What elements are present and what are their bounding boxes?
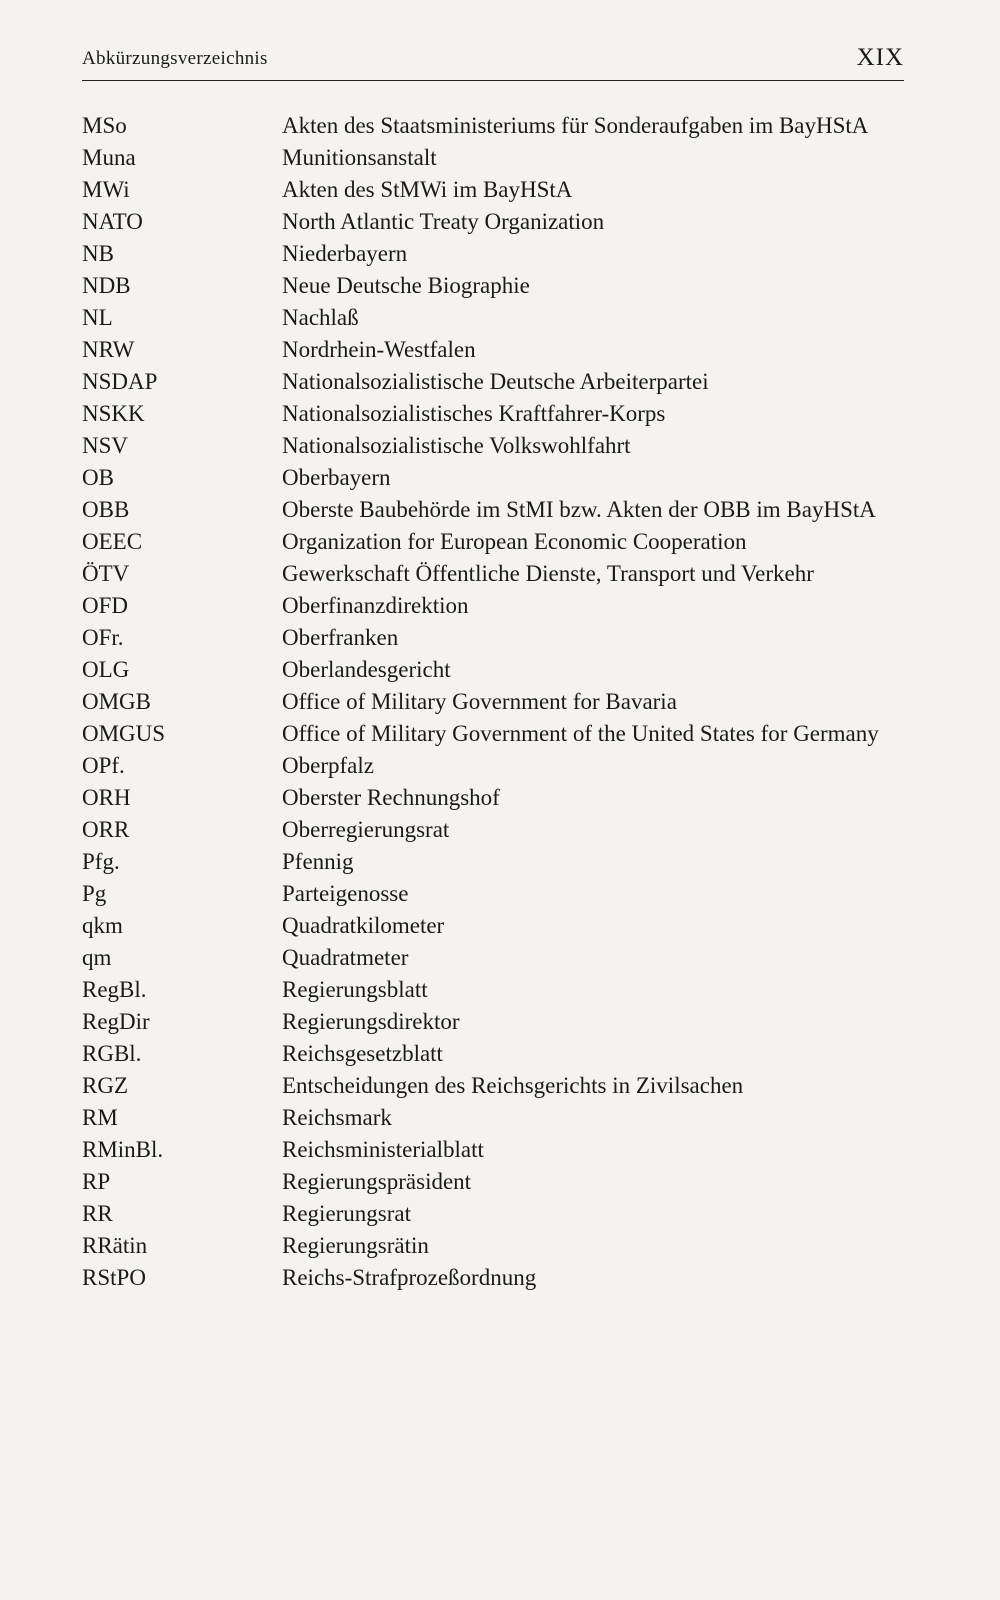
abbreviation-term: NB [82,241,114,266]
abbreviation-entry [82,814,904,846]
abbreviation-expansion: Neue Deutsche Biographie [282,273,530,298]
abbreviation-entry [82,910,904,942]
abbreviation-expansion: Oberste Baubehörde im StMI bzw. Akten der OBB im BayHStA [282,497,876,522]
abbreviation-expansion: Regierungspräsident [282,1169,472,1194]
abbreviation-expansion: Regierungsrätin [282,1233,429,1258]
abbreviation-entry [82,942,904,974]
abbreviation-term: OBB [82,497,130,522]
abbreviation-expansion: Oberbayern [282,465,391,490]
abbreviation-entry [82,878,904,910]
abbreviation-entry [82,1262,904,1294]
page-number: XIX [856,44,904,71]
abbreviation-expansion: Oberregierungsrat [282,817,450,842]
abbreviation-term: MWi [82,177,130,202]
abbreviation-expansion: North Atlantic Treaty Organization [282,209,605,234]
abbreviation-term: OEEC [82,529,143,554]
abbreviation-expansion: Oberpfalz [282,753,374,778]
abbreviation-term: OFr. [82,625,124,650]
abbreviation-entry [82,366,904,398]
abbreviation-term: ORH [82,785,131,810]
abbreviation-entry [82,1102,904,1134]
abbreviation-expansion: Parteigenosse [282,881,409,906]
abbreviation-term: NATO [82,209,143,234]
abbreviation-expansion: Regierungsrat [282,1201,412,1226]
abbreviation-entry [82,718,904,750]
abbreviation-term: NDB [82,273,131,298]
abbreviation-term: NRW [82,337,135,362]
abbreviation-expansion: Gewerkschaft Öffentliche Dienste, Transport und Verkehr [282,561,814,586]
abbreviation-entry [82,174,904,206]
abbreviation-term: qm [82,945,112,970]
abbreviation-entry [82,238,904,270]
abbreviation-entry [82,750,904,782]
abbreviation-expansion: Niederbayern [282,241,408,266]
abbreviation-entry [82,590,904,622]
abbreviation-term: Pg [82,881,107,906]
abbreviation-term: OLG [82,657,130,682]
abbreviation-entry [82,494,904,526]
abbreviation-term: NSDAP [82,369,158,394]
abbreviation-term: RM [82,1105,118,1130]
abbreviation-term: RRätin [82,1233,148,1258]
abbreviation-term: NSKK [82,401,145,426]
abbreviation-term: OMGUS [82,721,166,746]
abbreviation-entry [82,1070,904,1102]
abbreviation-entry [82,110,904,142]
abbreviation-entry [82,462,904,494]
abbreviation-term: RGZ [82,1073,128,1098]
abbreviation-term: RegDir [82,1009,150,1034]
abbreviation-entry [82,1134,904,1166]
abbreviation-entry [82,430,904,462]
abbreviation-term: RR [82,1201,113,1226]
abbreviation-entry [82,654,904,686]
abbreviation-term: RStPO [82,1265,146,1290]
abbreviation-expansion: Nationalsozialistische Volkswohlfahrt [282,433,631,458]
header-rule [82,80,904,81]
abbreviation-expansion: Nordrhein-Westfalen [282,337,476,362]
abbreviation-entry [82,782,904,814]
abbreviation-expansion: Oberfranken [282,625,399,650]
abbreviation-entry [82,846,904,878]
abbreviation-expansion: Reichsmark [282,1105,392,1130]
abbreviation-expansion: Reichsministerialblatt [282,1137,484,1162]
abbreviation-expansion: Nationalsozialistisches Kraftfahrer-Korps [282,401,666,426]
abbreviation-expansion: Oberlandesgericht [282,657,451,682]
abbreviation-expansion: Akten des StMWi im BayHStA [282,177,573,202]
abbreviation-entry [82,1038,904,1070]
abbreviation-list [82,110,904,1294]
abbreviation-term: Muna [82,145,136,170]
abbreviation-term: MSo [82,113,127,138]
abbreviation-term: RP [82,1169,111,1194]
abbreviation-expansion: Reichs-Strafprozeßordnung [282,1265,537,1290]
abbreviation-entry [82,206,904,238]
abbreviation-term: RegBl. [82,977,147,1002]
abbreviation-entry [82,558,904,590]
abbreviation-entry [82,1198,904,1230]
abbreviation-expansion: Nationalsozialistische Deutsche Arbeiterpartei [282,369,709,394]
abbreviation-expansion: Akten des Staatsministeriums für Sonderaufgaben im BayHStA [282,113,869,138]
abbreviation-entry [82,1166,904,1198]
abbreviation-term: ORR [82,817,130,842]
abbreviation-expansion: Regierungsblatt [282,977,428,1002]
abbreviation-term: OPf. [82,753,125,778]
abbreviation-expansion: Oberfinanzdirektion [282,593,469,618]
abbreviation-term: NL [82,305,113,330]
abbreviation-term: NSV [82,433,129,458]
abbreviation-expansion: Entscheidungen des Reichsgerichts in Zivilsachen [282,1073,744,1098]
abbreviation-expansion: Nachlaß [282,305,359,330]
abbreviation-entry [82,686,904,718]
abbreviation-entry [82,398,904,430]
abbreviation-term: Pfg. [82,849,120,874]
abbreviation-term: OFD [82,593,129,618]
section-title: Abkürzungsverzeichnis [82,48,268,69]
abbreviation-expansion: Organization for European Economic Cooperation [282,529,747,554]
abbreviation-term: RMinBl. [82,1137,164,1162]
abbreviation-term: qkm [82,913,123,938]
abbreviation-expansion: Reichsgesetzblatt [282,1041,443,1066]
abbreviation-entry [82,334,904,366]
abbreviation-expansion: Quadratkilometer [282,913,445,938]
abbreviation-term: OMGB [82,689,152,714]
abbreviation-term: RGBl. [82,1041,142,1066]
abbreviation-term: OB [82,465,114,490]
abbreviation-term: ÖTV [82,561,130,586]
abbreviation-expansion: Munitionsanstalt [282,145,437,170]
abbreviation-entry [82,974,904,1006]
abbreviation-expansion: Office of Military Government of the United States for Germany [282,721,879,746]
abbreviation-entry [82,1006,904,1038]
abbreviation-expansion: Quadratmeter [282,945,409,970]
abbreviation-entry [82,622,904,654]
abbreviation-entry [82,526,904,558]
running-head [82,44,904,80]
abbreviation-entry [82,1230,904,1262]
abbreviation-expansion: Pfennig [282,849,354,874]
abbreviation-expansion: Office of Military Government for Bavaria [282,689,677,714]
abbreviation-expansion: Regierungsdirektor [282,1009,460,1034]
abbreviation-entry [82,142,904,174]
abbreviation-entry [82,302,904,334]
abbreviation-entry [82,270,904,302]
abbreviation-expansion: Oberster Rechnungshof [282,785,500,810]
